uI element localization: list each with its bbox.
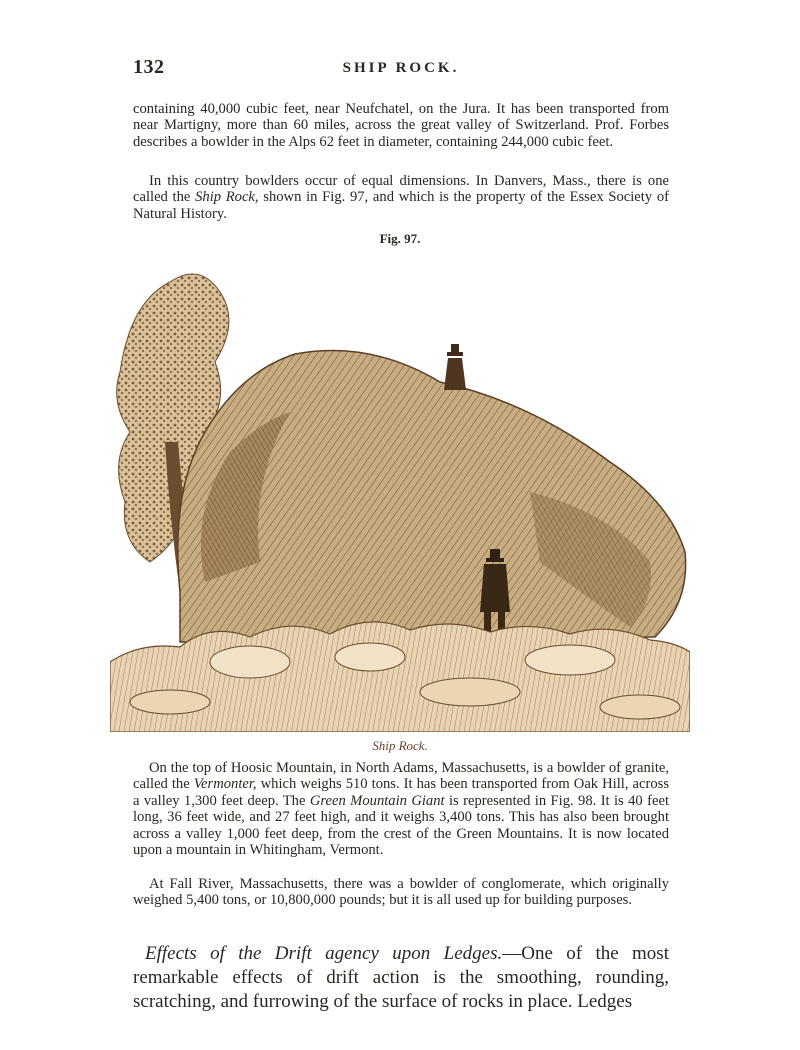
- figure-caption: Ship Rock.: [372, 738, 428, 753]
- paragraph-text: containing 40,000 cubic feet, near Neufchatel, on the Jura. It has been transported from near Martigny, more than 60 miles, across the great valley of Switzerland. Prof. Forbes describes a bowlder in the Alps 62 feet in diameter, containing 244,000 cubic feet.: [133, 101, 669, 150]
- foreground-rocks: [110, 622, 690, 732]
- vermonter-term: Vermonter,: [193, 776, 257, 793]
- paragraph-text: At Fall River, Massachusetts, there was a bowlder of conglomerate, which originally weighed 5,400 tons, or 10,800,000 pounds; but it is all used up for building purposes.: [133, 876, 669, 909]
- paragraph-text: is represented in Fig. 98. It is 40 feet long, 36 feet wide, and 27 feet high, and it weighs 3,400 tons. This has also been brought across a valley 1,000 feet deep, from the crest of the Green Mountains. It is now located upon a mountain in Whitingham, Vermont.: [133, 792, 669, 859]
- running-title: SHIP ROCK.: [342, 60, 460, 76]
- paragraph-text: which weighs 510 tons. It has been transported from Oak Hill, across a valley 1,300 feet deep. The: [133, 776, 669, 809]
- paragraph-fall-river: [133, 876, 669, 909]
- green-mountain-giant-term: Green Mountain Giant: [309, 792, 445, 809]
- ship-rock-engraving: [110, 262, 690, 732]
- engraving-illustration: [110, 262, 690, 732]
- person-on-top: [444, 344, 466, 390]
- ship-rock-term: Ship Rock,: [195, 189, 259, 206]
- running-head: [133, 56, 669, 84]
- paragraph-text: On the top of Hoosic Mountain, in North Adams, Massachusetts, is a bowlder of granite, called the: [133, 760, 669, 793]
- section-drift-ledges: [133, 942, 669, 1014]
- section-text: —One of the most remarkable effects of drift action is the smoothing, rounding, scratching, and furrowing of the surface of rocks in place. Ledges: [133, 943, 669, 1012]
- paragraph-hoosic-mountain: [133, 760, 669, 858]
- section-title: Effects of the Drift agency upon Ledges.: [145, 943, 503, 964]
- paragraph-text: In this country bowlders occur of equal dimensions. In Danvers, Mass., there is one called the: [133, 173, 669, 206]
- page-number: 132: [133, 56, 165, 78]
- paragraph-bowlder-jura: [133, 101, 669, 150]
- figure-label: Fig. 97.: [379, 231, 421, 246]
- paragraph-danvers: [133, 173, 669, 222]
- paragraph-text: shown in Fig. 97, and which is the property of the Essex Society of Natural History.: [133, 189, 669, 222]
